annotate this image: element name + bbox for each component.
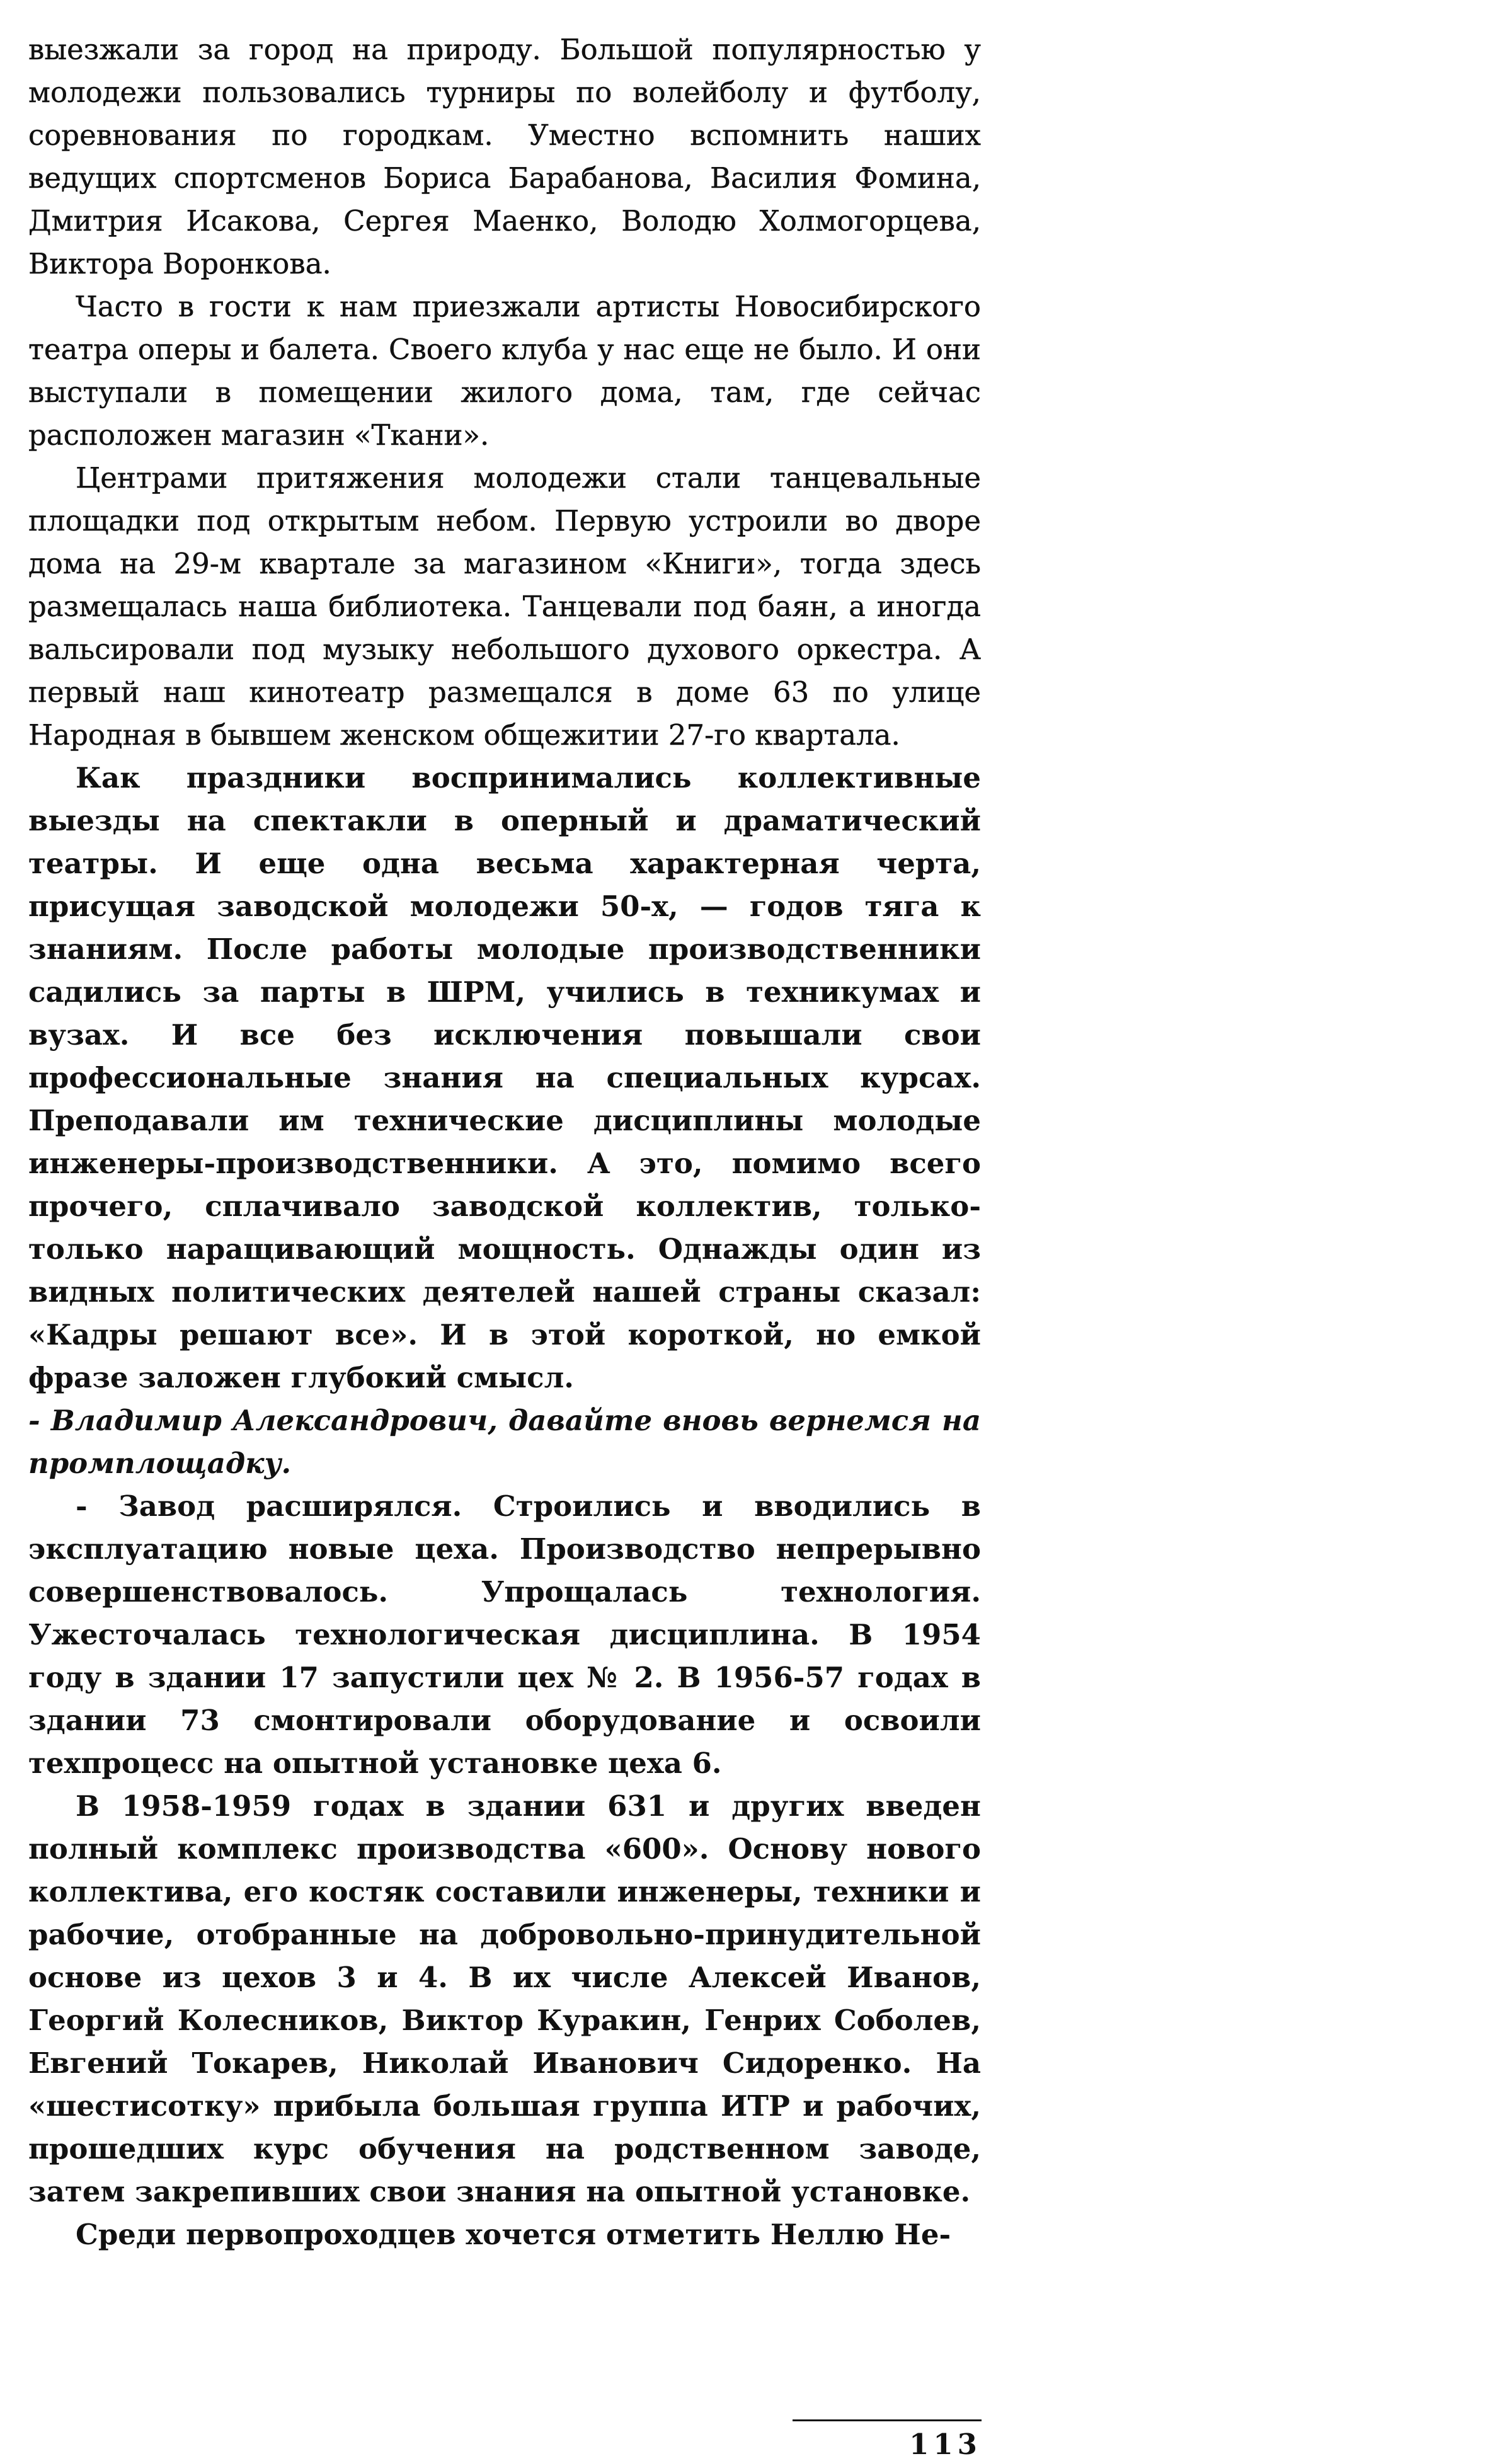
interview-question: - Владимир Александрович, давайте вновь вернемся на промплощадку.: [28, 1404, 981, 1480]
paragraph-education: Как праздники воспринимались коллективные выезды на спектакли в оперный и драматический театры. И еще одна весьма характерная черта, присущая заводской молодежи 50-х, — годов тяга к знаниям. После работы молодые производственники садились за парты в ШРМ, учились в техникумах и вузах. И все без исключения повышали свои профессиональные знания на специальных курсах. Преподавали им технические дисциплины молодые инженеры-производственники. А это, помимо всего прочего, сплачивало заводской коллектив, только-только наращивающий мощность. Однажды один из видных политических деятелей нашей страны сказал: «Кадры решают все». И в этой короткой, но емкой фразе заложен глубокий смысл.: [28, 761, 981, 1394]
page-number: 113: [909, 2428, 982, 2461]
paragraph-production-600: В 1958-1959 годах в здании 631 и других введен полный комплекс производства «600». Основу нового коллектива, его костяк составили инженеры, техники и рабочие, отобранные на добровольно-принудительной основе из цехов 3 и 4. В их числе Алексей Иванов, Георгий Колесников, Виктор Куракин, Генрих Соболев, Евгений Токарев, Николай Иванович Сидоренко. На «шестисотку» прибыла большая группа ИТР и рабочих, прошедших курс обучения на родственном заводе, затем закрепивших свои знания на опытной установке.: [28, 1789, 981, 2208]
paragraph-theatre-guests: Часто в гости к нам приезжали артисты Новосибирского театра оперы и балета. Своего клуба у нас еще не было. И они выступали в помещении жилого дома, там, где сейчас расположен магазин «Ткани».: [28, 290, 981, 452]
paragraph-plant-expansion: - Завод расширялся. Строились и вводились в эксплуатацию новые цеха. Производство непрерывно совершенствовалось. Упрощалась технология. Ужесточалась технологическая дисциплина. В 1954 году в здании 17 запустили цех № 2. В 1956-57 годах в здании 73 смонтировали оборудование и освоили техпроцесс на опытной установке цеха 6.: [28, 1489, 981, 1780]
page-footer-rule: [793, 2419, 982, 2461]
page-text: [28, 28, 981, 2256]
paragraph-pioneers: Среди первопроходцев хочется отметить Неллю Не-: [76, 2218, 951, 2251]
paragraph-sports: выезжали за город на природу. Большой популярностью у молодежи пользовались турниры по волейболу и футболу, соревнования по городкам. Уместно вспомнить наших ведущих спортсменов Бориса Барабанова, Василия Фомина, Дмитрия Исакова, Сергея Маенко, Володю Холмогорцева, Виктора Воронкова.: [28, 33, 981, 280]
paragraph-dance-floors: Центрами притяжения молодежи стали танцевальные площадки под открытым небом. Первую устроили во дворе дома на 29-м квартале за магазином «Книги», тогда здесь размещалась наша библиотека. Танцевали под баян, а иногда вальсировали под музыку небольшого духового оркестра. А первый наш кинотеатр размещался в доме 63 по улице Народная в бывшем женском общежитии 27-го квартала.: [28, 461, 981, 752]
